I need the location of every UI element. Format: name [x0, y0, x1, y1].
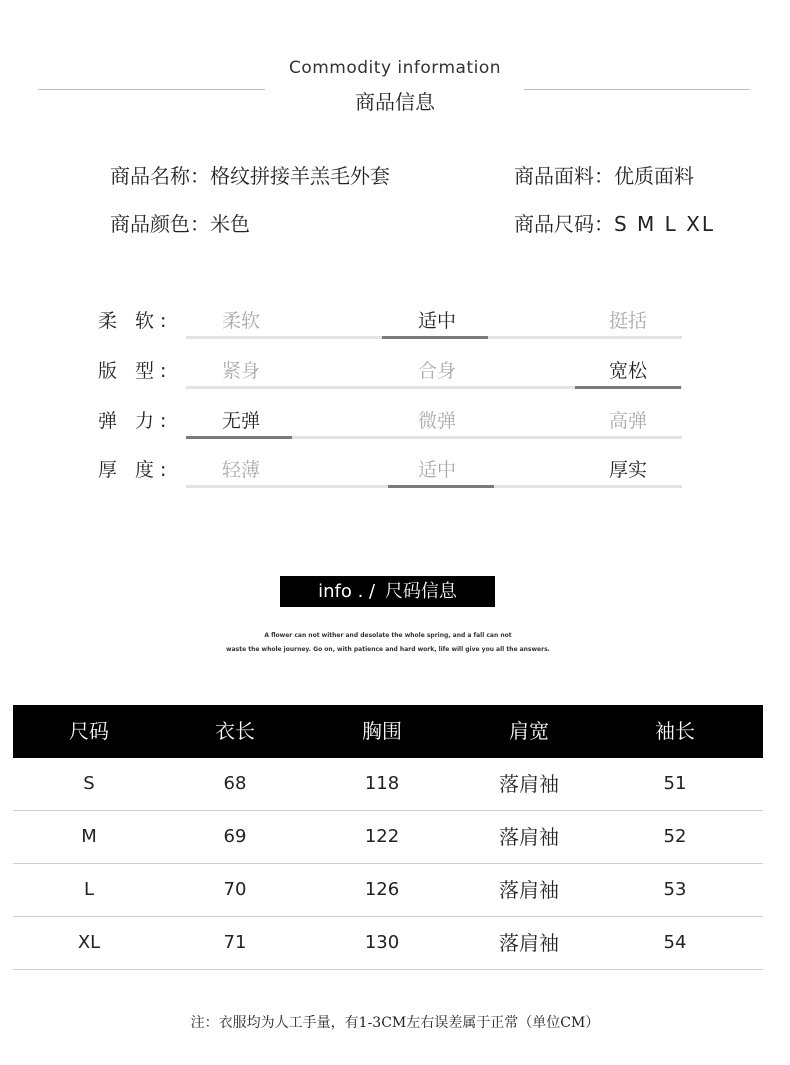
attribute-option: 高弹	[608, 410, 647, 432]
table-cell: 53	[663, 879, 687, 900]
size-table-header-cell: 肩宽	[509, 719, 549, 743]
product-size-row	[514, 208, 715, 237]
product-name-row	[110, 160, 390, 189]
header-cn-title: 商品信息	[355, 90, 435, 114]
attribute-label	[98, 406, 166, 433]
tagline-line-2: waste the whole journey. Go on, with patience and hard work, life will give you all the answers.	[226, 646, 550, 653]
tagline-line-1: A flower can not wither and desolate the whole spring, and a fall can not	[264, 632, 512, 639]
attribute-option: 合身	[417, 360, 456, 382]
attribute-option: 轻薄	[221, 459, 260, 481]
attribute-label-char: 度	[135, 459, 155, 481]
attribute-label-char: 版	[98, 360, 118, 382]
table-cell: 68	[223, 773, 247, 794]
attribute-label-char: 软	[135, 310, 155, 332]
size-table-header-cell: 尺码	[69, 719, 109, 743]
table-row	[13, 758, 763, 811]
product-size-value: S M L XL	[614, 212, 716, 236]
attribute-option: 适中	[417, 310, 456, 332]
product-fabric-value: 优质面料	[614, 164, 694, 188]
attribute-option: 适中	[417, 459, 456, 481]
table-row	[13, 864, 763, 917]
size-table-header-cell: 袖长	[655, 719, 695, 743]
table-row	[13, 917, 763, 970]
table-cell: 71	[223, 932, 247, 953]
table-cell: 落肩袖	[499, 878, 559, 902]
table-cell: 122	[364, 826, 400, 847]
table-cell: 落肩袖	[499, 825, 559, 849]
size-table-header	[13, 705, 763, 758]
attribute-label-char: 厚	[98, 459, 118, 481]
table-cell: 52	[663, 826, 687, 847]
attribute-label-colon: :	[160, 410, 167, 432]
table-cell: 126	[364, 879, 400, 900]
attribute-option: 宽松	[608, 360, 647, 382]
attribute-scale-marker	[382, 336, 488, 339]
size-info-banner	[280, 576, 495, 607]
attribute-scale-marker	[575, 386, 681, 389]
product-name-label: 商品名称：	[110, 164, 210, 188]
header-en-title: Commodity information	[288, 58, 502, 78]
attribute-label-colon: :	[160, 459, 167, 481]
product-color-value: 米色	[210, 212, 250, 236]
attribute-label-char: 型	[135, 360, 155, 382]
measurement-note: 注：衣服均为人工手量，有1-3CM左右误差属于正常（单位CM）	[190, 1015, 600, 1031]
attribute-label-char: 柔	[98, 310, 118, 332]
attribute-option: 紧身	[221, 360, 260, 382]
size-table-header-cell: 胸围	[362, 719, 402, 743]
table-cell: L	[83, 879, 95, 900]
attribute-label-colon: :	[160, 310, 167, 332]
attribute-option: 微弹	[417, 410, 456, 432]
product-color-row	[110, 208, 250, 237]
table-cell: 落肩袖	[499, 772, 559, 796]
attribute-label-char: 弹	[98, 410, 118, 432]
attribute-option: 无弹	[221, 410, 260, 432]
table-cell: 51	[663, 773, 687, 794]
table-cell: 118	[364, 773, 400, 794]
attribute-label-char: 力	[135, 410, 155, 432]
product-fabric-row	[514, 160, 694, 189]
table-cell: 70	[223, 879, 247, 900]
attribute-option: 厚实	[608, 459, 647, 481]
attribute-option: 柔软	[221, 310, 260, 332]
table-cell: M	[81, 826, 97, 847]
attribute-label-colon: :	[160, 360, 167, 382]
attribute-scale-marker	[388, 485, 494, 488]
table-cell: 54	[663, 932, 687, 953]
table-cell: 130	[364, 932, 400, 953]
size-table-header-cell: 衣长	[215, 719, 255, 743]
table-cell: XL	[77, 932, 101, 953]
attribute-label	[98, 455, 166, 482]
product-name-value: 格纹拼接羊羔毛外套	[210, 164, 390, 188]
product-fabric-label: 商品面料：	[514, 164, 614, 188]
attribute-scale-marker	[186, 436, 292, 439]
table-cell: 落肩袖	[499, 931, 559, 955]
attribute-label	[98, 356, 166, 383]
table-row	[13, 811, 763, 864]
banner-en: info . /	[318, 581, 376, 602]
attribute-option: 挺括	[608, 310, 647, 332]
product-size-label: 商品尺码：	[514, 212, 614, 236]
banner-cn: 尺码信息	[384, 581, 457, 602]
product-color-label: 商品颜色：	[110, 212, 210, 236]
table-cell: S	[83, 773, 95, 794]
table-cell: 69	[223, 826, 247, 847]
attribute-label	[98, 306, 166, 333]
